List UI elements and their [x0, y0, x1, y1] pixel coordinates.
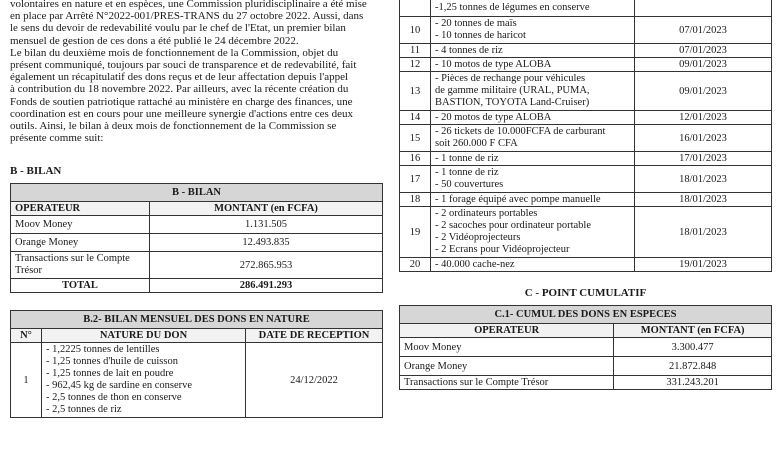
num-cell: 1: [11, 343, 42, 418]
table-caption: B - BILAN: [11, 184, 383, 202]
intro-text: [10, 0, 383, 144]
num-cell: 10: [400, 17, 431, 44]
montant-cell: 3.300.477: [614, 338, 772, 357]
intro-line: volontaires en nature et en espèces, une Commission pluridisciplinaire a été mise: [10, 0, 367, 10]
don-item: - 1,25 tonnes de lait en poudre: [46, 368, 174, 380]
montant-cell: 331.243.201: [614, 376, 772, 390]
montant-cell: 1.131.505: [150, 216, 383, 234]
dons-nature-table: [10, 310, 383, 418]
num-cell: 20: [400, 258, 431, 272]
don-item: - 26 tickets de 10.000FCFA de carburant: [435, 126, 606, 137]
montant-cell: 12.493.835: [150, 234, 383, 252]
date-cell: 19/01/2023: [635, 258, 772, 272]
nature-cell: [431, 166, 635, 193]
num-cell: 14: [400, 111, 431, 125]
intro-line: outils. Ainsi, le bilan à deux mois de fonctionnement de la Commission se: [10, 120, 337, 133]
table-row: [400, 357, 772, 376]
table-row: [11, 234, 383, 252]
don-item: - 1 tonne de riz: [435, 167, 499, 178]
section-heading-bilan: B - BILAN: [10, 165, 62, 178]
don-item: - Pièces de rechange pour véhicules: [435, 73, 586, 84]
nature-cell: - 1 tonne de riz: [431, 152, 635, 166]
don-item: - 2 sacoches pour ordinateur portable: [435, 220, 591, 231]
table-row: [400, 338, 772, 357]
intro-line: présente comme suit:: [10, 132, 104, 145]
date-cell: 24/12/2022: [246, 343, 383, 418]
num-cell: 16: [400, 152, 431, 166]
table-row: [400, 72, 772, 111]
table-row: [400, 125, 772, 152]
date-cell: 17/01/2023: [635, 152, 772, 166]
nature-cell: - 1 forage équipé avec pompe manuelle: [431, 193, 635, 207]
nature-cell: - 20 motos de type ALOBA: [431, 111, 635, 125]
table-row: [400, 0, 772, 17]
nature-cell: [431, 17, 635, 44]
column-header-nature: NATURE DU DON: [42, 329, 246, 343]
operateur-cell: Orange Money: [400, 357, 614, 376]
nature-cell: -1,25 tonnes de légumes en conserve: [431, 0, 635, 17]
don-item: BASTION, TOYOTA Land-Cruiser): [435, 97, 590, 108]
nature-cell: - 40.000 cache-nez: [431, 258, 635, 272]
nature-cell: [431, 72, 635, 111]
intro-line: également un récapitulatif des dons reçus et de leur affectation depuis l'appel: [10, 71, 349, 84]
operateur-cell: Transactions sur le Compte Trésor: [11, 252, 150, 279]
section-heading-point-cumulatif: C - POINT CUMULATIF: [524, 287, 647, 299]
table-row: [400, 152, 772, 166]
nature-cell: [42, 343, 246, 418]
montant-cell: 21.872.848: [614, 357, 772, 376]
don-item: de gamme militaire (URAL, PUMA,: [435, 85, 590, 96]
date-cell: 09/01/2023: [635, 72, 772, 111]
intro-line: le sens du devoir de redevabilité voulu par le chef de l'Etat, un premier bilan: [10, 22, 346, 35]
date-cell: 18/01/2023: [635, 193, 772, 207]
nature-cell: [431, 207, 635, 258]
column-header-date: DATE DE RECEPTION: [246, 329, 383, 343]
intro-line: mensuel de gestion de ces dons a été publié le 24 décembre 2022.: [10, 34, 299, 47]
table-row: [400, 193, 772, 207]
column-header-montant: MONTANT (en FCFA): [150, 202, 383, 216]
left-column: [10, 0, 383, 418]
right-column: [399, 0, 772, 390]
table-row: [11, 252, 383, 279]
operateur-cell: Transactions sur le Compte Trésor: [400, 376, 614, 390]
don-item: - 2 Vidéoprojecteurs: [435, 232, 521, 243]
operateur-cell: Orange Money: [11, 234, 150, 252]
intro-line: Le bilan du deuxième mois de fonctionnement de la Commission, objet du: [10, 46, 339, 59]
don-item: - 10 tonnes de haricot: [435, 30, 526, 41]
don-item: - 50 couvertures: [435, 179, 504, 190]
intro-line: en place par Arrêté N°2022-001/PRES-TRANS du 27 octobre 2022. Aussi, dans: [10, 10, 364, 23]
don-item: - 2,5 tonnes de thon en conserve: [46, 392, 182, 404]
nature-cell: [431, 125, 635, 152]
date-cell: 18/01/2023: [635, 207, 772, 258]
don-item: - 2 Ecrans pour Vidéoprojecteur: [435, 244, 570, 255]
don-item: - 2,5 tonnes de riz: [46, 404, 122, 416]
num-cell: 11: [400, 44, 431, 58]
intro-line: à contribution du 18 novembre 2022. Par ailleurs, avec la récente création du: [10, 83, 349, 96]
date-cell: 18/01/2023: [635, 166, 772, 193]
date-cell: 12/01/2023: [635, 111, 772, 125]
cumul-especes-table: [399, 305, 772, 390]
table-row: [11, 216, 383, 234]
date-cell: 16/01/2023: [635, 125, 772, 152]
don-item: - 20 tonnes de maïs: [435, 18, 517, 29]
don-item: soit 260.000 F CFA: [435, 138, 518, 149]
date-cell: 07/01/2023: [635, 44, 772, 58]
operateur-cell: Moov Money: [11, 216, 150, 234]
don-item: - 962,45 kg de sardine en conserve: [46, 380, 193, 392]
table-row: [400, 258, 772, 272]
column-header-operateur: OPERATEUR: [400, 324, 614, 338]
total-value: 286.491.293: [150, 279, 383, 293]
don-item: - 1,25 tonnes d'huile de cuisson: [46, 356, 178, 368]
intro-line: coordination est en cours pour une meilleure synergie d'actions entre ces deux: [10, 107, 353, 120]
nature-cell: - 10 motos de type ALOBA: [431, 58, 635, 72]
table-row: [400, 58, 772, 72]
num-cell: 17: [400, 166, 431, 193]
num-cell: 18: [400, 193, 431, 207]
table-row: [400, 166, 772, 193]
dons-table-continued: [399, 0, 772, 272]
table-row: [400, 207, 772, 258]
table-row: [400, 17, 772, 44]
date-cell: 09/01/2023: [635, 58, 772, 72]
num-cell: 19: [400, 207, 431, 258]
bilan-table: [10, 183, 383, 293]
num-cell: 13: [400, 72, 431, 111]
don-item: - 2 ordinateurs portables: [435, 208, 538, 219]
num-cell: 12: [400, 58, 431, 72]
column-header-montant: MONTANT (en FCFA): [614, 324, 772, 338]
table-caption: B.2- BILAN MENSUEL DES DONS EN NATURE: [11, 311, 383, 329]
montant-cell: 272.865.953: [150, 252, 383, 279]
table-caption: C.1- CUMUL DES DONS EN ESPECES: [400, 306, 772, 324]
table-row: [400, 44, 772, 58]
date-cell: 07/01/2023: [635, 17, 772, 44]
column-header-operateur: OPERATEUR: [11, 202, 150, 216]
total-row: [11, 279, 383, 293]
total-label: TOTAL: [11, 279, 150, 293]
num-cell: 15: [400, 125, 431, 152]
column-header-num: N°: [11, 329, 42, 343]
intro-line: Fonds de soutien patriotique rattaché au ministère en charge des finances, une: [10, 95, 353, 108]
table-row: [400, 376, 772, 390]
table-row: [11, 343, 383, 418]
operateur-cell: Moov Money: [400, 338, 614, 357]
nature-cell: - 4 tonnes de riz: [431, 44, 635, 58]
table-row: [400, 111, 772, 125]
intro-line: présent communiqué, toujours par souci de transparence et de redevabilité, fait: [10, 59, 357, 72]
don-item: - 1,2225 tonnes de lentilles: [46, 344, 160, 356]
